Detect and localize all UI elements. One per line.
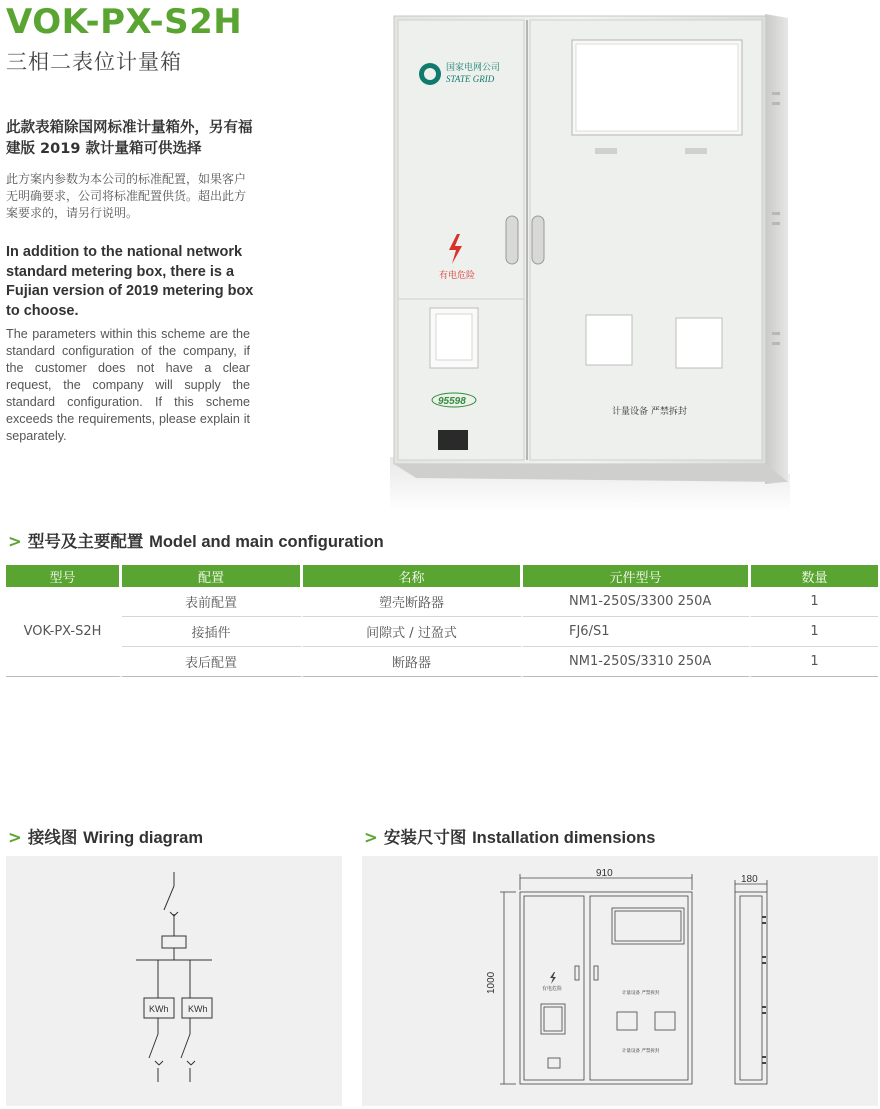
- table-row: [6, 647, 878, 677]
- qty-cell: 1: [751, 647, 878, 677]
- wiring-arrow-icon: >: [8, 828, 22, 847]
- header-model: 型号: [6, 565, 122, 587]
- product-model-title: VOK-PX-S2H: [6, 2, 243, 42]
- config-section-heading: [8, 528, 384, 552]
- lightning-warning-icon: [550, 972, 556, 984]
- state-grid-logo-en: STATE GRID: [446, 74, 495, 84]
- installation-drawing: [362, 856, 878, 1106]
- config-title-en: Model and main configuration: [149, 533, 384, 551]
- header-part: 元件型号: [523, 565, 751, 587]
- intro-en-bold: In addition to the national network standard metering box, there is a Fujian version of 2019 metering box to choose.: [6, 244, 254, 319]
- hotline-number: 95598: [438, 396, 466, 407]
- model-cell: VOK-PX-S2H: [6, 587, 122, 677]
- danger-label: 有电危险: [439, 271, 476, 281]
- wiring-section-heading: [8, 824, 203, 848]
- meter-label-1: KWh: [149, 1004, 169, 1014]
- left-door-handle: [506, 216, 518, 264]
- wiring-diagram: [6, 856, 342, 1106]
- height-dimension: 1000: [486, 971, 497, 994]
- wiring-diagram-panel: [6, 856, 342, 1106]
- width-dimension: 910: [596, 868, 613, 879]
- header-name: 名称: [303, 565, 523, 587]
- intro-cn-body: 此方案内参数为本公司的标准配置，如果客户无明确要求，公司将标准配置供货。超出此方案要求的，请另行说明。: [6, 172, 247, 220]
- wiring-title-cn: 接线图: [27, 828, 78, 847]
- install-diagram-panel: [362, 856, 878, 1106]
- config-table: [6, 565, 878, 677]
- name-cell: 断路器: [303, 647, 523, 677]
- product-subtitle: 三相二表位计量箱: [6, 50, 182, 74]
- table-row: [6, 617, 878, 647]
- drawing-seal-label-2: 计量设备 严禁拆封: [622, 1049, 660, 1054]
- depth-dimension: 180: [741, 874, 758, 885]
- seal-label: 计量设备 严禁拆封: [612, 407, 687, 417]
- qty-cell: 1: [751, 617, 878, 647]
- table-row: [6, 587, 878, 617]
- intro-en-body: The parameters within this scheme are the standard configuration of the company, if the customer does not have a clear request, the company will supply the standard configuration. If this scheme exceeds the requirements, please explain it separately.: [6, 327, 250, 443]
- name-cell: 间隙式 / 过盈式: [303, 617, 523, 647]
- part-cell: NM1-250S/3300 250A: [523, 587, 751, 617]
- name-cell: 塑壳断路器: [303, 587, 523, 617]
- install-section-heading: [364, 824, 655, 848]
- drawing-seal-label-1: 计量设备 严禁拆封: [622, 991, 660, 996]
- config-title-cn: 型号及主要配置: [27, 532, 144, 551]
- metering-box-photo: [390, 12, 800, 512]
- right-door-handle: [532, 216, 544, 264]
- qty-cell: 1: [751, 587, 878, 617]
- part-cell: NM1-250S/3310 250A: [523, 647, 751, 677]
- config-cell: 表前配置: [122, 587, 303, 617]
- drawing-danger-label: 有电危险: [542, 986, 563, 992]
- config-arrow-icon: >: [8, 532, 22, 551]
- install-title-en: Installation dimensions: [472, 829, 656, 847]
- config-cell: 接插件: [122, 617, 303, 647]
- wiring-title-en: Wiring diagram: [83, 829, 204, 847]
- intro-cn-bold: 此款表箱除国网标准计量箱外，另有福建版 2019 款计量箱可供选择: [6, 120, 253, 157]
- header-qty: 数量: [751, 565, 878, 587]
- meter-label-2: KWh: [188, 1004, 208, 1014]
- part-cell: FJ6/S1: [523, 617, 751, 647]
- state-grid-logo-cn: 国家电网公司: [446, 63, 501, 73]
- header-config: 配置: [122, 565, 303, 587]
- config-table-header-row: [6, 565, 878, 587]
- config-cell: 表后配置: [122, 647, 303, 677]
- install-title-cn: 安装尺寸图: [383, 828, 467, 847]
- install-arrow-icon: >: [364, 828, 378, 847]
